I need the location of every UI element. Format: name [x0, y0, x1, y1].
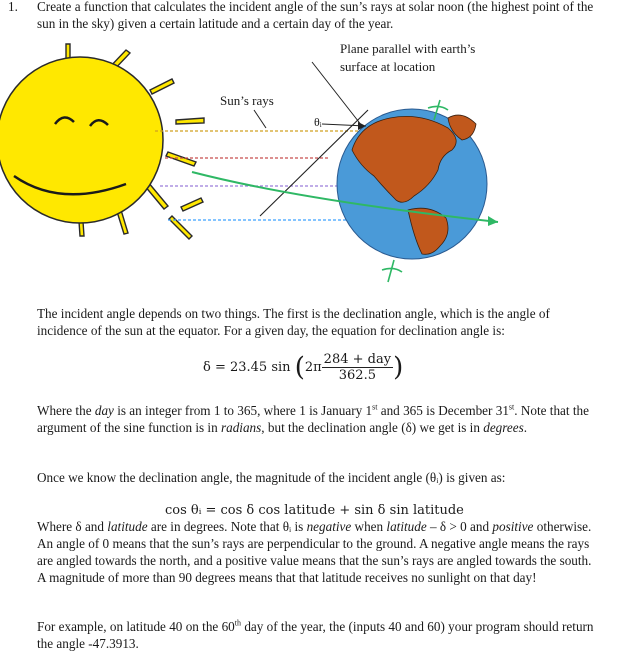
rays-label: Sun’s rays — [220, 93, 274, 108]
plane-label-line1: Plane parallel with earth’s — [340, 41, 476, 56]
question-number: 1. — [8, 0, 18, 14]
paragraph-incident-intro: Once we know the declination angle, the magnitude of the incident angle (θᵢ) is given as: — [37, 470, 506, 485]
declination-equation: δ = 23.45 sin (2π $\frac{\text{284 + day}}{362.5}$ ) — [203, 352, 404, 383]
theta-label: θᵢ — [314, 115, 322, 129]
paragraph-day-definition: Where the day is an integer from 1 to 365, where 1 is January 1st and 365 is December 31st. Note that the argument of the sine function is in radians, but the declination angle (δ) we get is in degrees. — [37, 402, 589, 435]
paragraph-angle-explanation: Where δ and latitude are in degrees. Note that θᵢ is negative when latitude – δ > 0 and positive otherwise. An angle of 0 means that the sun’s rays are perpendicular to the ground. A negative angle means the rays are angled towards the north, and a positive value means that the sun’s rays are angled towards the south. A magnitude of more than 90 degrees means that that latitude receives no sunlight on that day! — [37, 519, 592, 585]
paragraph-declination-intro: The incident angle depends on two things. The first is the declination angle, which is the angle of incidence of the sun at the equator. For a given day, the equation for declination angle is: — [37, 306, 550, 338]
sun-body — [0, 57, 163, 223]
eq1-numerator: 284 + day — [323, 352, 392, 367]
eq1-lhs: δ = 23.45 sin — [203, 360, 291, 375]
eq1-denominator: 362.5 — [338, 368, 376, 383]
sun-earth-diagram — [0, 36, 632, 298]
question-text: Create a function that calculates the incident angle of the sun’s rays at solar noon (the highest point of the sun in the sky) given a certain latitude and a certain day of the year. — [37, 0, 594, 31]
incident-angle-equation: cos θᵢ = cos δ cos latitude + sin δ sin latitude — [165, 503, 464, 518]
eq1-pre: 2π — [304, 360, 322, 375]
paragraph-example: For example, on latitude 40 on the 60th day of the year, the (inputs 40 and 60) your program should return the angle -47.3913. — [37, 618, 594, 651]
plane-label-line2: surface at location — [340, 59, 436, 74]
